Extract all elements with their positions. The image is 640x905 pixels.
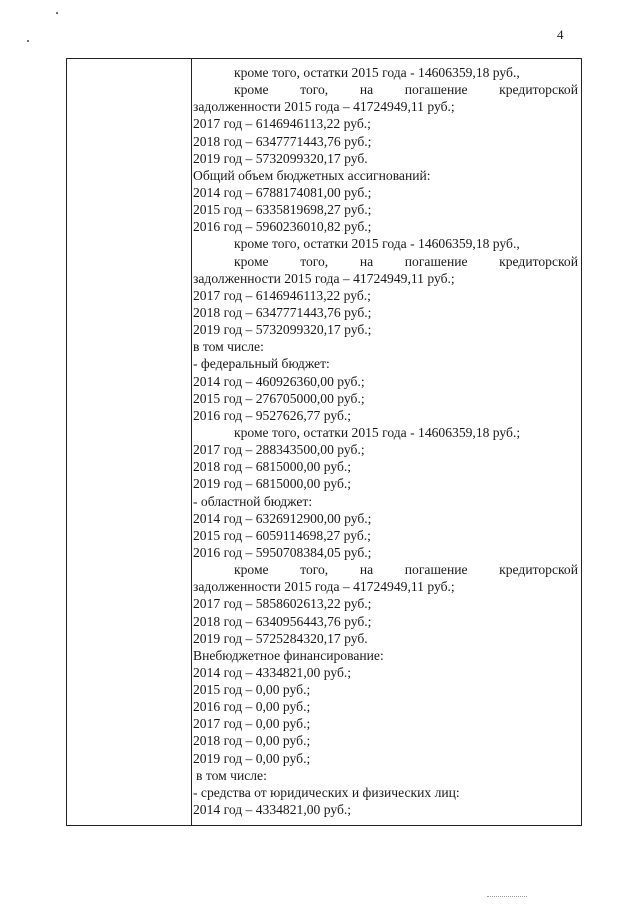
text-line: 2014 год – 6788174081,00 руб.;	[193, 184, 372, 200]
scan-speck-left	[27, 40, 29, 42]
text-line: кроме того, остатки 2015 года - 14606359,18 руб.;	[234, 424, 521, 440]
text-line: 2019 год – 5725284320,17 руб.	[193, 630, 368, 646]
text-line: 2015 год – 6059114698,27 руб.;	[193, 527, 371, 543]
table-column-divider	[191, 58, 192, 826]
text-line: 2019 год – 5732099320,17 руб.;	[193, 322, 372, 338]
text-line: 2018 год – 6815000,00 руб.;	[193, 459, 352, 475]
text-line: в том числе:	[196, 767, 267, 783]
text-line-justified: кроме того, на погашение кредиторской	[234, 82, 578, 98]
text-line: в том числе:	[193, 339, 264, 355]
text-line: кроме того, остатки 2015 года - 14606359,18 руб.,	[234, 65, 520, 80]
text-line: Внебюджетное финансирование:	[193, 647, 384, 663]
text-line: 2016 год – 5960236010,82 руб.;	[193, 219, 372, 235]
text-line: 2017 год – 5858602613,22 руб.;	[193, 596, 372, 612]
text-line: 2018 год – 6347771443,76 руб.;	[193, 133, 372, 149]
text-line: 2019 год – 5732099320,17 руб.	[193, 150, 368, 166]
text-line-justified: кроме того, на погашение кредиторской	[234, 562, 578, 578]
text-line: 2017 год – 6146946113,22 руб.;	[193, 116, 371, 132]
text-line: 2015 год – 6335819698,27 руб.;	[193, 202, 372, 218]
text-line: 2018 год – 0,00 руб.;	[193, 733, 311, 749]
page-number: 4	[557, 27, 564, 42]
text-line-justified: кроме того, на погашение кредиторской	[234, 253, 578, 269]
text-line: 2016 год – 0,00 руб.;	[193, 699, 311, 715]
text-line: 2019 год – 0,00 руб.;	[193, 750, 311, 766]
footer-scan-mark	[487, 896, 527, 899]
scan-speck-top	[56, 12, 58, 14]
text-line: - областной бюджет:	[193, 493, 313, 509]
text-line: 2015 год – 0,00 руб.;	[193, 682, 311, 698]
text-line: 2016 год – 9527626,77 руб.;	[193, 407, 352, 423]
text-line: задолженности 2015 года – 41724949,11 руб.;	[193, 99, 455, 115]
text-line: - федеральный бюджет:	[193, 356, 330, 372]
text-line: 2017 год – 288343500,00 руб.;	[193, 442, 365, 458]
text-line: 2016 год – 5950708384,05 руб.;	[193, 544, 372, 560]
text-line: задолженности 2015 года – 41724949,11 руб.;	[193, 579, 455, 595]
text-line: Общий объем бюджетных ассигнований:	[193, 167, 431, 183]
text-line: 2014 год – 4334821,00 руб.;	[193, 802, 352, 818]
text-line: 2019 год – 6815000,00 руб.;	[193, 476, 352, 492]
text-line: кроме того, остатки 2015 года - 14606359,18 руб.,	[234, 236, 520, 252]
text-line: 2014 год – 460926360,00 руб.;	[193, 373, 365, 389]
text-line: 2015 год – 276705000,00 руб.;	[193, 390, 365, 406]
text-line: 2018 год – 6347771443,76 руб.;	[193, 304, 372, 320]
funding-text-cell	[193, 64, 578, 818]
text-line: 2018 год – 6340956443,76 руб.;	[193, 613, 372, 629]
text-line: 2017 год – 6146946113,22 руб.;	[193, 287, 371, 303]
text-line: 2014 год – 6326912900,00 руб.;	[193, 510, 372, 526]
text-line: - средства от юридических и физических лиц:	[193, 784, 460, 800]
text-line: задолженности 2015 года – 41724949,11 руб.;	[193, 270, 455, 286]
text-line: 2017 год – 0,00 руб.;	[193, 716, 311, 732]
text-line: 2014 год – 4334821,00 руб.;	[193, 664, 352, 680]
